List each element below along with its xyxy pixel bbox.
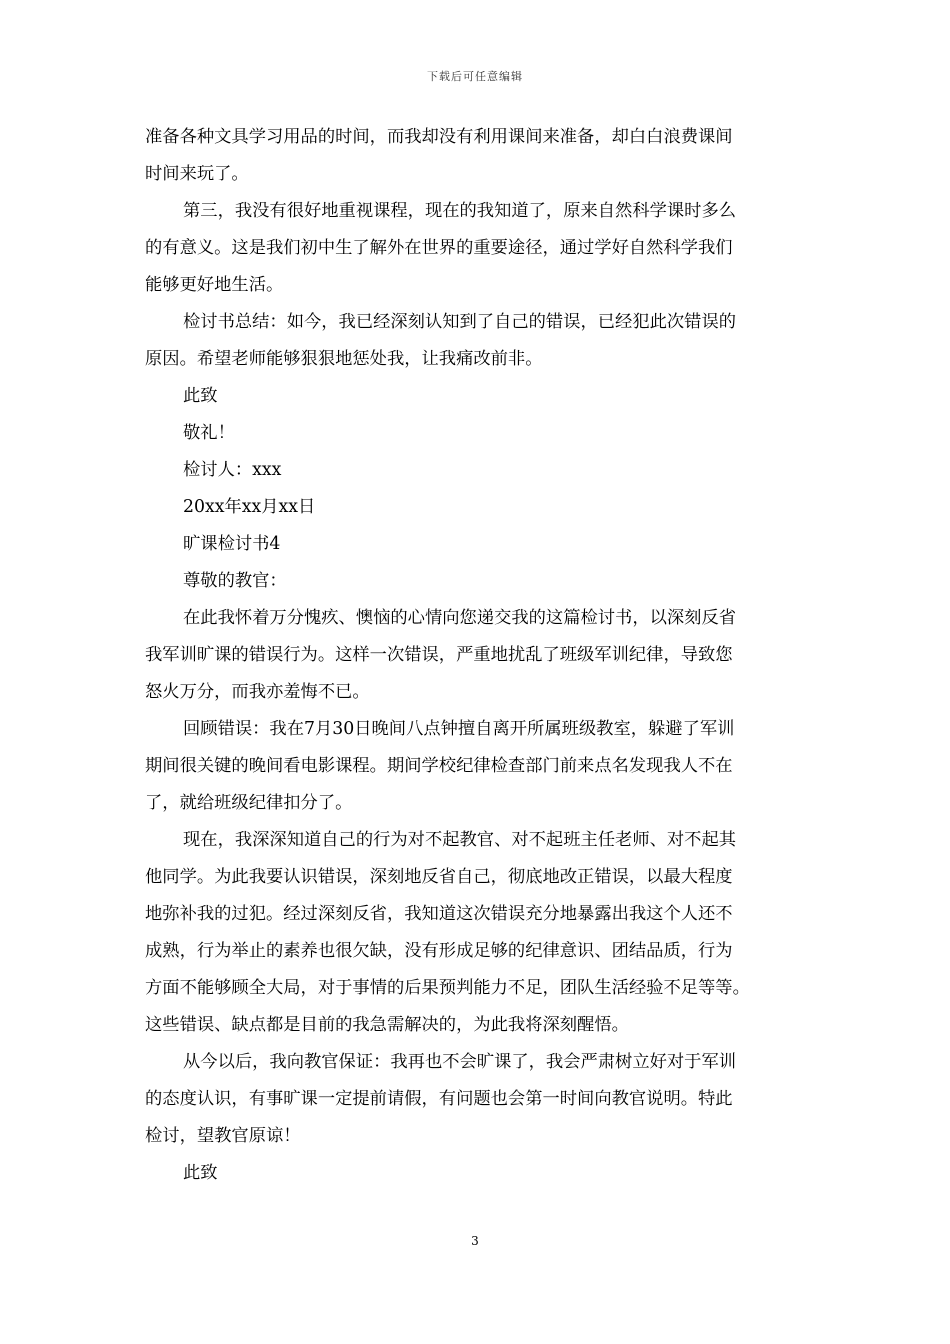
paragraph-start: 从今以后，我向教官保证：我再也不会旷课了，我会严肃树立好对于军训 bbox=[183, 1052, 737, 1072]
text-line: 时间来玩了。 bbox=[145, 164, 249, 184]
paragraph-start: 回顾错误：我在7月30日晚间八点钟擅自离开所属班级教室，躲避了军训 bbox=[183, 719, 735, 739]
text-line: 怒火万分，而我亦羞悔不已。 bbox=[145, 682, 370, 702]
date-line: 20xx年xx月xx日 bbox=[183, 497, 316, 517]
document-body bbox=[145, 119, 807, 1192]
paragraph-start: 第三，我没有很好地重视课程，现在的我知道了，原来自然科学课时多么 bbox=[183, 201, 737, 221]
text-line: 能够更好地生活。 bbox=[145, 275, 284, 295]
signature-line: 检讨人：xxx bbox=[183, 460, 282, 480]
closing-salutation: 此致 bbox=[183, 1163, 218, 1183]
text-line: 期间很关键的晚间看电影课程。期间学校纪律检查部门前来点名发现我人不在 bbox=[145, 756, 733, 776]
section-title: 旷课检讨书4 bbox=[183, 534, 281, 554]
text-line: 的有意义。这是我们初中生了解外在世界的重要途径，通过学好自然科学我们 bbox=[145, 238, 733, 258]
closing-regards: 敬礼！ bbox=[183, 423, 235, 443]
paragraph-start: 检讨书总结：如今，我已经深刻认知到了自己的错误，已经犯此次错误的 bbox=[183, 312, 737, 332]
text-line: 这些错误、缺点都是目前的我急需解决的，为此我将深刻醒悟。 bbox=[145, 1015, 629, 1035]
page-header-note: 下载后可任意编辑 bbox=[427, 70, 523, 83]
text-line: 我军训旷课的错误行为。这样一次错误，严重地扰乱了班级军训纪律，导致您 bbox=[145, 645, 733, 665]
closing-salutation: 此致 bbox=[183, 386, 218, 406]
paragraph-start: 在此我怀着万分愧疚、懊恼的心情向您递交我的这篇检讨书，以深刻反省 bbox=[183, 608, 737, 628]
greeting-line: 尊敬的教官： bbox=[183, 571, 287, 591]
text-line: 他同学。为此我要认识错误，深刻地反省自己，彻底地改正错误，以最大程度 bbox=[145, 867, 733, 887]
page-number: 3 bbox=[471, 1234, 479, 1248]
text-line: 成熟，行为举止的素养也很欠缺，没有形成足够的纪律意识、团结品质，行为 bbox=[145, 941, 733, 961]
text-line: 准备各种文具学习用品的时间，而我却没有利用课间来准备，却白白浪费课间 bbox=[145, 127, 733, 147]
text-line: 地弥补我的过犯。经过深刻反省，我知道这次错误充分地暴露出我这个人还不 bbox=[145, 904, 733, 924]
text-line: 的态度认识，有事旷课一定提前请假，有问题也会第一时间向教官说明。特此 bbox=[145, 1089, 733, 1109]
text-line: 原因。希望老师能够狠狠地惩处我，让我痛改前非。 bbox=[145, 349, 543, 369]
text-line: 方面不能够顾全大局，对于事情的后果预判能力不足，团队生活经验不足等等。 bbox=[145, 978, 750, 998]
text-line: 检讨，望教官原谅！ bbox=[145, 1126, 301, 1146]
paragraph-start: 现在，我深深知道自己的行为对不起教官、对不起班主任老师、对不起其 bbox=[183, 830, 737, 850]
text-line: 了，就给班级纪律扣分了。 bbox=[145, 793, 353, 813]
